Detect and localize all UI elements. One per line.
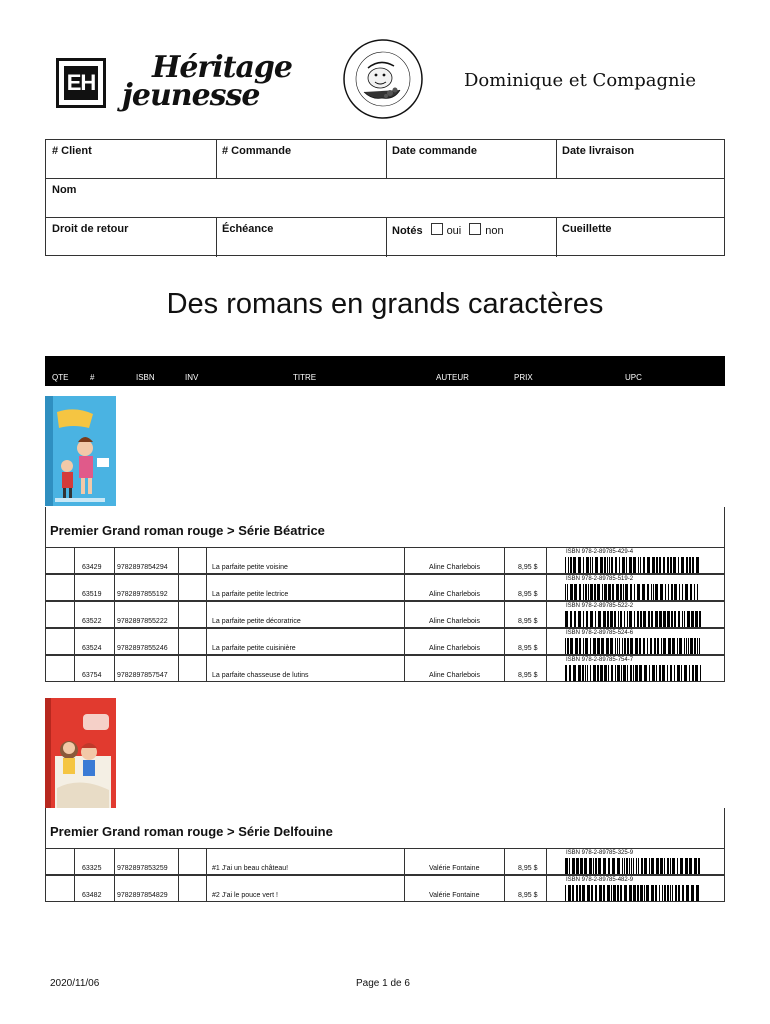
non-checkbox[interactable] [469, 223, 481, 235]
delfouine-cover-art [45, 698, 116, 808]
oui-checkbox[interactable] [431, 223, 443, 235]
inventory-input[interactable] [180, 551, 206, 572]
table-row [45, 875, 725, 902]
quantity-input[interactable] [48, 852, 74, 873]
inventory-input[interactable] [180, 659, 206, 680]
delivery-date-field[interactable]: Date livraison [562, 145, 635, 157]
noted-field [392, 223, 504, 237]
barcode-icon [565, 584, 703, 600]
row-price: 8,95 $ [518, 865, 538, 872]
row-title: La parfaite petite décoratrice [212, 618, 301, 625]
row-number: 63325 [82, 865, 102, 872]
barcode-icon [565, 638, 703, 654]
barcode-icon [565, 665, 703, 681]
section-title-delfouine: Premier Grand roman rouge > Série Delfouine [50, 824, 333, 839]
row-author: Valérie Fontaine [429, 865, 480, 872]
order-date-field[interactable]: Date commande [392, 145, 477, 157]
row-isbn-caption: ISBN 978-2-89785-524-6 [566, 630, 634, 636]
name-field[interactable]: Nom [52, 184, 77, 196]
col-isbn: ISBN [136, 373, 155, 382]
row-number: 63754 [82, 672, 102, 679]
row-isbn: 9782897854829 [117, 892, 168, 899]
col-num: # [90, 373, 95, 382]
table-row [45, 574, 725, 601]
barcode-icon [565, 885, 703, 901]
dominique-compagnie-seal [342, 38, 424, 120]
heritage-logo-line2: jeunesse [122, 78, 260, 113]
oui-label: oui [446, 225, 462, 237]
heritage-logo-line1: Héritage [152, 50, 292, 85]
col-prix: PRIX [514, 373, 533, 382]
row-price: 8,95 $ [518, 564, 538, 571]
row-title: #2 J'ai le pouce vert ! [212, 892, 278, 899]
row-price: 8,95 $ [518, 591, 538, 598]
table-row [45, 547, 725, 574]
row-isbn-caption: ISBN 978-2-89785-482-9 [566, 877, 634, 883]
quantity-input[interactable] [48, 879, 74, 900]
row-title: #1 J'ai un beau château! [212, 865, 289, 872]
row-number: 63429 [82, 564, 102, 571]
row-author: Aline Charlebois [429, 618, 480, 625]
col-auteur: AUTEUR [436, 373, 469, 382]
row-number: 63524 [82, 645, 102, 652]
row-isbn-caption: ISBN 978-2-89785-754-7 [566, 657, 634, 663]
row-isbn-caption: ISBN 978-2-89785-429-4 [566, 549, 634, 555]
noted-label: Notés [392, 225, 423, 237]
footer-date: 2020/11/06 [50, 978, 100, 989]
quantity-input[interactable] [48, 659, 74, 680]
inventory-input[interactable] [180, 852, 206, 873]
col-inv: INV [185, 373, 199, 382]
row-author: Aline Charlebois [429, 591, 480, 598]
inventory-input[interactable] [180, 632, 206, 653]
inventory-input[interactable] [180, 879, 206, 900]
row-isbn-caption: ISBN 978-2-89785-522-2 [566, 603, 634, 609]
delfouine-cover [45, 698, 116, 808]
page-title: Des romans en grands caractères [166, 288, 604, 320]
barcode-icon [565, 858, 703, 874]
table-row [45, 848, 725, 875]
barcode-icon [565, 611, 703, 627]
dominique-compagnie-wordmark: Dominique et Compagnie [464, 70, 696, 91]
row-isbn: 9782897855246 [117, 645, 168, 652]
row-author: Aline Charlebois [429, 672, 480, 679]
footer-page-number: Page 1 de 6 [356, 978, 410, 989]
inventory-input[interactable] [180, 605, 206, 626]
beatrice-cover [45, 396, 116, 506]
table-row [45, 628, 725, 655]
row-title: La parfaite petite voisine [212, 564, 288, 571]
column-header-bar [45, 356, 725, 386]
eh-logo [56, 58, 106, 108]
pickup-field[interactable]: Cueillette [562, 223, 612, 235]
client-number-field[interactable]: # Client [52, 145, 92, 157]
due-date-field[interactable]: Échéance [222, 223, 274, 235]
quantity-input[interactable] [48, 605, 74, 626]
order-form [45, 139, 725, 256]
row-price: 8,95 $ [518, 892, 538, 899]
inventory-input[interactable] [180, 578, 206, 599]
row-title: La parfaite petite cuisinière [212, 645, 296, 652]
row-author: Valérie Fontaine [429, 892, 480, 899]
row-title: La parfaite chasseuse de lutins [212, 672, 309, 679]
return-right-field[interactable]: Droit de retour [52, 223, 129, 235]
row-isbn: 9782897857547 [117, 672, 168, 679]
section-title-beatrice: Premier Grand roman rouge > Série Béatrice [50, 523, 325, 538]
row-price: 8,95 $ [518, 645, 538, 652]
row-price: 8,95 $ [518, 618, 538, 625]
non-label: non [485, 225, 504, 237]
quantity-input[interactable] [48, 578, 74, 599]
row-isbn: 9782897855192 [117, 591, 168, 598]
row-isbn: 9782897853259 [117, 865, 168, 872]
table-row [45, 601, 725, 628]
eh-logo-text: EH [64, 66, 98, 100]
quantity-input[interactable] [48, 632, 74, 653]
table-row [45, 655, 725, 682]
row-author: Aline Charlebois [429, 645, 480, 652]
row-isbn: 9782897854294 [117, 564, 168, 571]
row-isbn-caption: ISBN 978-2-89785-519-2 [566, 576, 634, 582]
row-isbn-caption: ISBN 978-2-89785-325-9 [566, 850, 634, 856]
col-titre: TITRE [293, 373, 317, 382]
row-title: La parfaite petite lectrice [212, 591, 289, 598]
quantity-input[interactable] [48, 551, 74, 572]
col-upc: UPC [625, 373, 642, 382]
heritage-jeunesse-logo [122, 50, 302, 118]
row-number: 63519 [82, 591, 102, 598]
order-number-field[interactable]: # Commande [222, 145, 292, 157]
row-price: 8,95 $ [518, 672, 538, 679]
row-isbn: 9782897855222 [117, 618, 168, 625]
barcode-icon [565, 557, 703, 573]
col-qte: QTE [52, 373, 69, 382]
beatrice-cover-art [45, 396, 116, 506]
row-author: Aline Charlebois [429, 564, 480, 571]
row-number: 63482 [82, 892, 102, 899]
row-number: 63522 [82, 618, 102, 625]
